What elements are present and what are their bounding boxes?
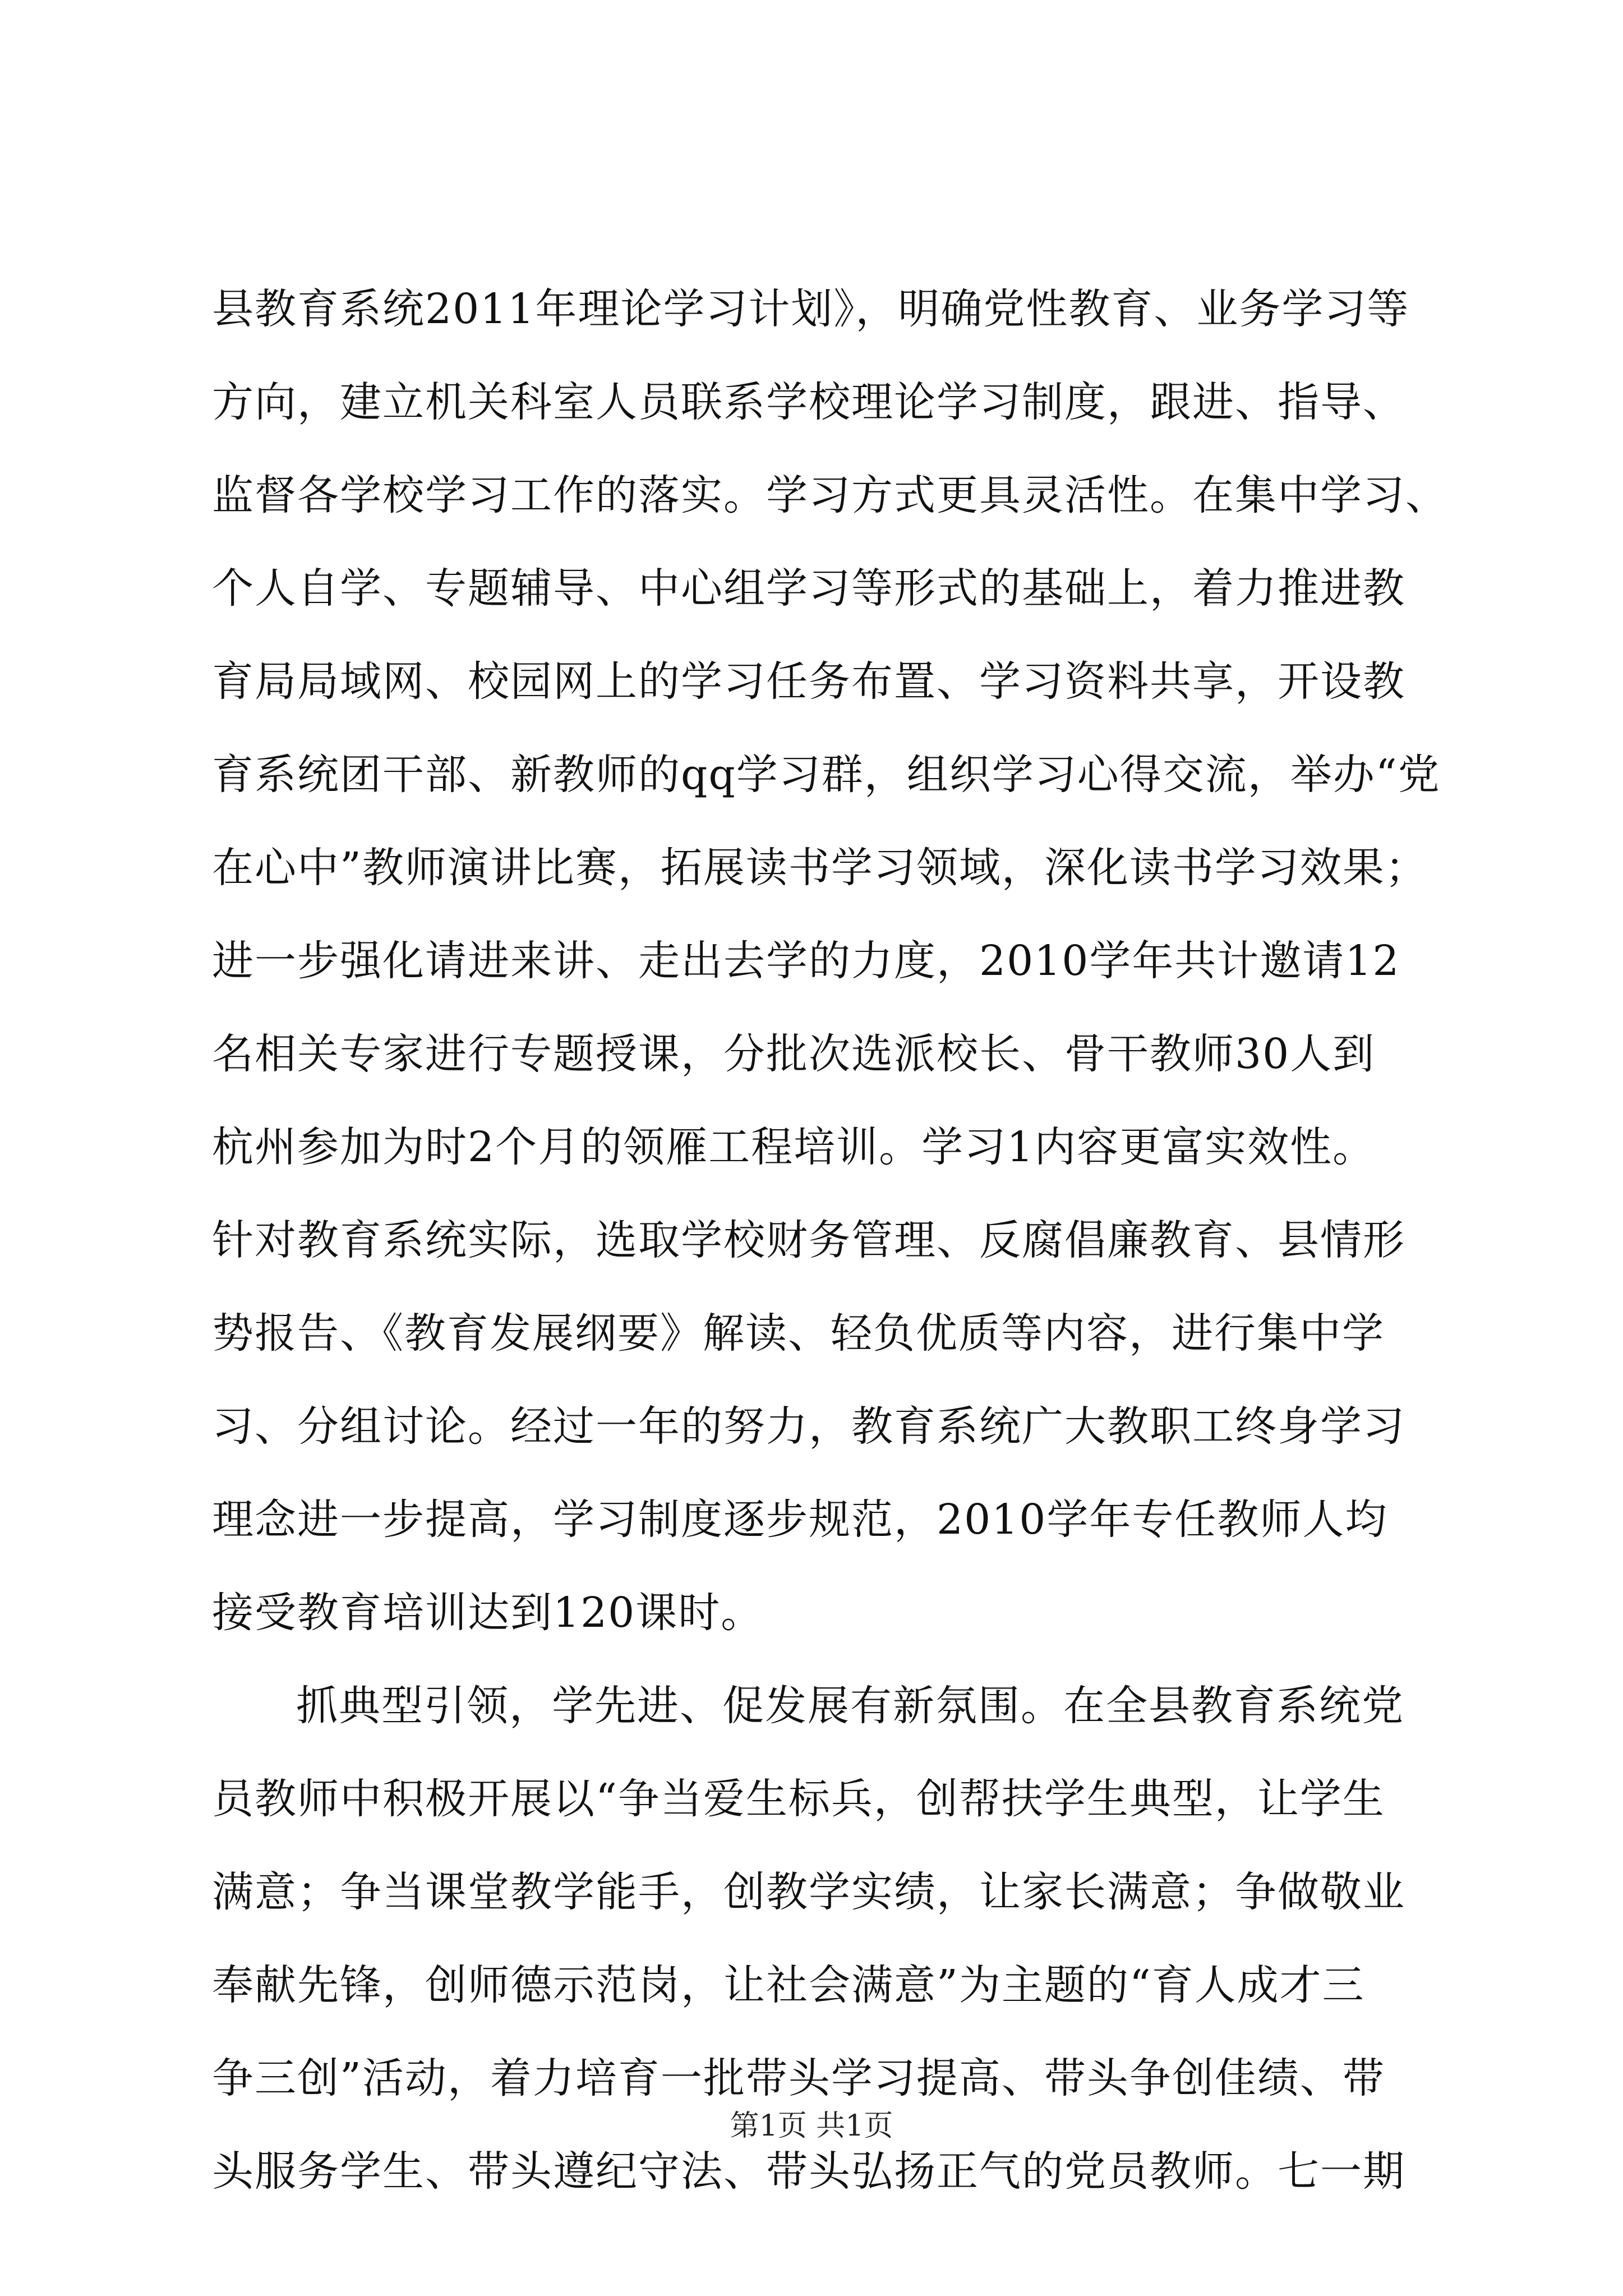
text-line: 监督各学校学习工作的落实。学习方式更具灵活性。在集中学习、 [212,471,1448,519]
text-line: 满意；争当课堂教学能手，创教学实绩，让家长满意；争做敬业 [212,1868,1405,1916]
text-line: 名相关专家进行专题授课，分批次选派校长、骨干教师30人到 [212,1030,1376,1078]
text-line: 育系统团干部、新教师的qq学习群，组织学习心得交流，举办“党 [212,751,1441,799]
text-line: 习、分组讨论。经过一年的努力，教育系统广大教职工终身学习 [212,1402,1405,1451]
text-line: 进一步强化请进来讲、走出去学的力度，2010学年共计邀请12 [212,937,1400,985]
text-line: 杭州参加为时2个月的领雁工程培训。学习1内容更富实效性。 [212,1123,1376,1171]
text-line: 育局局域网、校园网上的学习任务布置、学习资料共享，开设教 [212,657,1405,706]
page-number-footer: 第1页 共1页 [730,2109,893,2143]
text-line: 县教育系统2011年理论学习计划》，明确党性教育、业务学习等 [212,285,1410,333]
document-body [212,263,1448,2218]
text-line: 接受教育培训达到120课时。 [212,1589,764,1637]
text-line: 方向，建立机关科室人员联系学校理论学习制度，跟进、指导、 [212,378,1405,426]
text-line: 理念进一步提高，学习制度逐步规范，2010学年专任教师人均 [212,1496,1388,1544]
text-line: 员教师中积极开展以“争当爱生标兵，创帮扶学生典型，让学生 [212,1775,1385,1823]
text-line: 头服务学生、带头遵纪守法、带头弘扬正气的党员教师。七一期 [212,2147,1405,2196]
text-line: 势报告、《教育发展纲要》解读、轻负优质等内容，进行集中学 [212,1309,1385,1358]
text-line: 在心中”教师演讲比赛，拓展读书学习领域，深化读书学习效果； [212,844,1428,892]
text-line: 针对教育系统实际，选取学校财务管理、反腐倡廉教育、县情形 [212,1216,1405,1264]
text-line: 争三创”活动，着力培育一批带头学习提高、带头争创佳绩、带 [212,2054,1385,2102]
paragraph-first-line: 抓典型引领，学先进、促发展有新氛围。在全县教育系统党 [296,1682,1404,1730]
text-line: 奉献先锋，创师德示范岗，让社会满意”为主题的“育人成才三 [212,1961,1365,2009]
text-line: 个人自学、专题辅导、中心组学习等形式的基础上，着力推进教 [212,564,1405,613]
